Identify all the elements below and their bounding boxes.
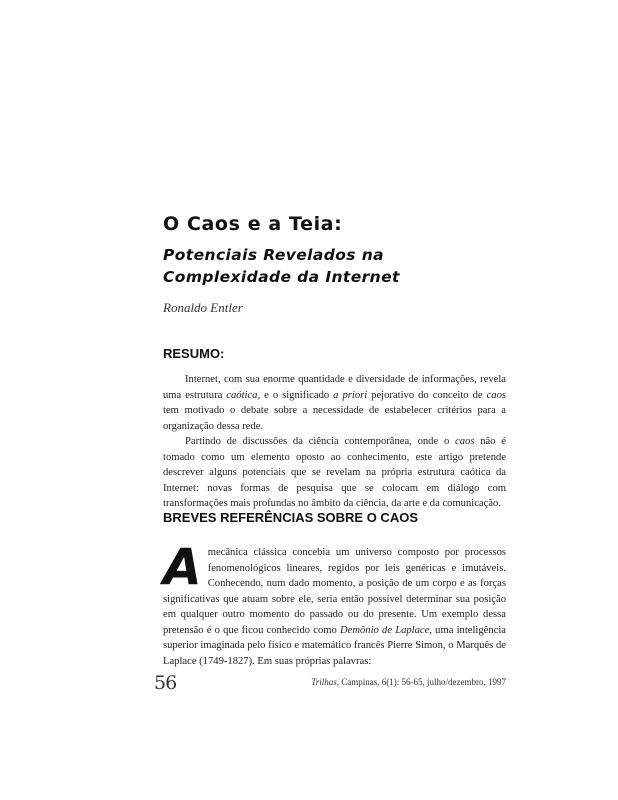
article-subtitle <box>163 244 400 288</box>
abstract-heading: RESUMO: <box>163 346 225 361</box>
abstract-p1-italic: a priori <box>333 389 368 401</box>
abstract-p1-italic: caótica <box>226 389 258 401</box>
journal-name: Trilhas, <box>311 677 340 687</box>
article-title: O Caos e a Teia: <box>163 213 343 235</box>
abstract-p1-run: tem motivado o debate sobre a necessidade de estabelecer critérios para a organização dessa rede. <box>163 405 506 432</box>
abstract-p1-italic: caos <box>486 389 506 401</box>
abstract-p2-italic: caos <box>455 436 475 447</box>
body-run: mecânica clássica concebia um universo composto por processos fenomenológicos lineares, regidos por leis genéricas e imutáveis. Conhecendo, num dado momento, a posição de um corpo e as forças significativas que atuam sobre ele, seria então possível determinar sua posição em qualquer outro momento do passado ou do presente. Um exemplo dessa pretensão é o que ficou conhecido como <box>163 547 506 636</box>
journal-citation <box>311 677 506 687</box>
section-heading: BREVES REFERÊNCIAS SOBRE O CAOS <box>163 510 418 525</box>
drop-cap: A <box>163 538 202 596</box>
article-author: Ronaldo Entler <box>163 300 243 315</box>
section-body <box>163 538 506 669</box>
body-run: , uma inteligência superior imaginada pelo físico e matemático francês Pierre Simon, o Marquês de Laplace (1749-1827). Em suas próprias palavras: <box>163 624 506 667</box>
abstract-p1-run: pejorativo do conceito de <box>367 389 487 401</box>
abstract-paragraph-2 <box>163 434 506 512</box>
citation-details: Campinas, 6(1): 56-65, julho/dezembro, 1997 <box>339 677 506 687</box>
abstract-p1-run: , e o significado <box>257 389 334 401</box>
abstract-text <box>163 372 506 512</box>
page-number: 56 <box>154 672 177 694</box>
abstract-p2-run: não é tomado como um elemento oposto ao conhecimento, este artigo pretende descrever alguns potenciais que se revelam na própria estrutura caótica da Internet: novas formas de pesquisa que se colocam em diálogo com transformações mais profundas no âmbito da ciência, da arte e da comunicação. <box>163 436 506 509</box>
body-paragraph <box>163 538 506 669</box>
abstract-p2-run: Partindo de discussões da ciência contemporânea, onde o <box>185 436 456 447</box>
abstract-p1-run: Internet, com sua enorme quantidade e diversidade de informações, revela uma estrutura <box>163 374 506 401</box>
abstract-paragraph-1 <box>163 372 506 434</box>
subtitle-line-1: Potenciais Revelados na <box>163 246 384 264</box>
body-italic: Demônio de Laplace <box>340 624 430 636</box>
subtitle-line-2: Complexidade da Internet <box>163 268 400 286</box>
